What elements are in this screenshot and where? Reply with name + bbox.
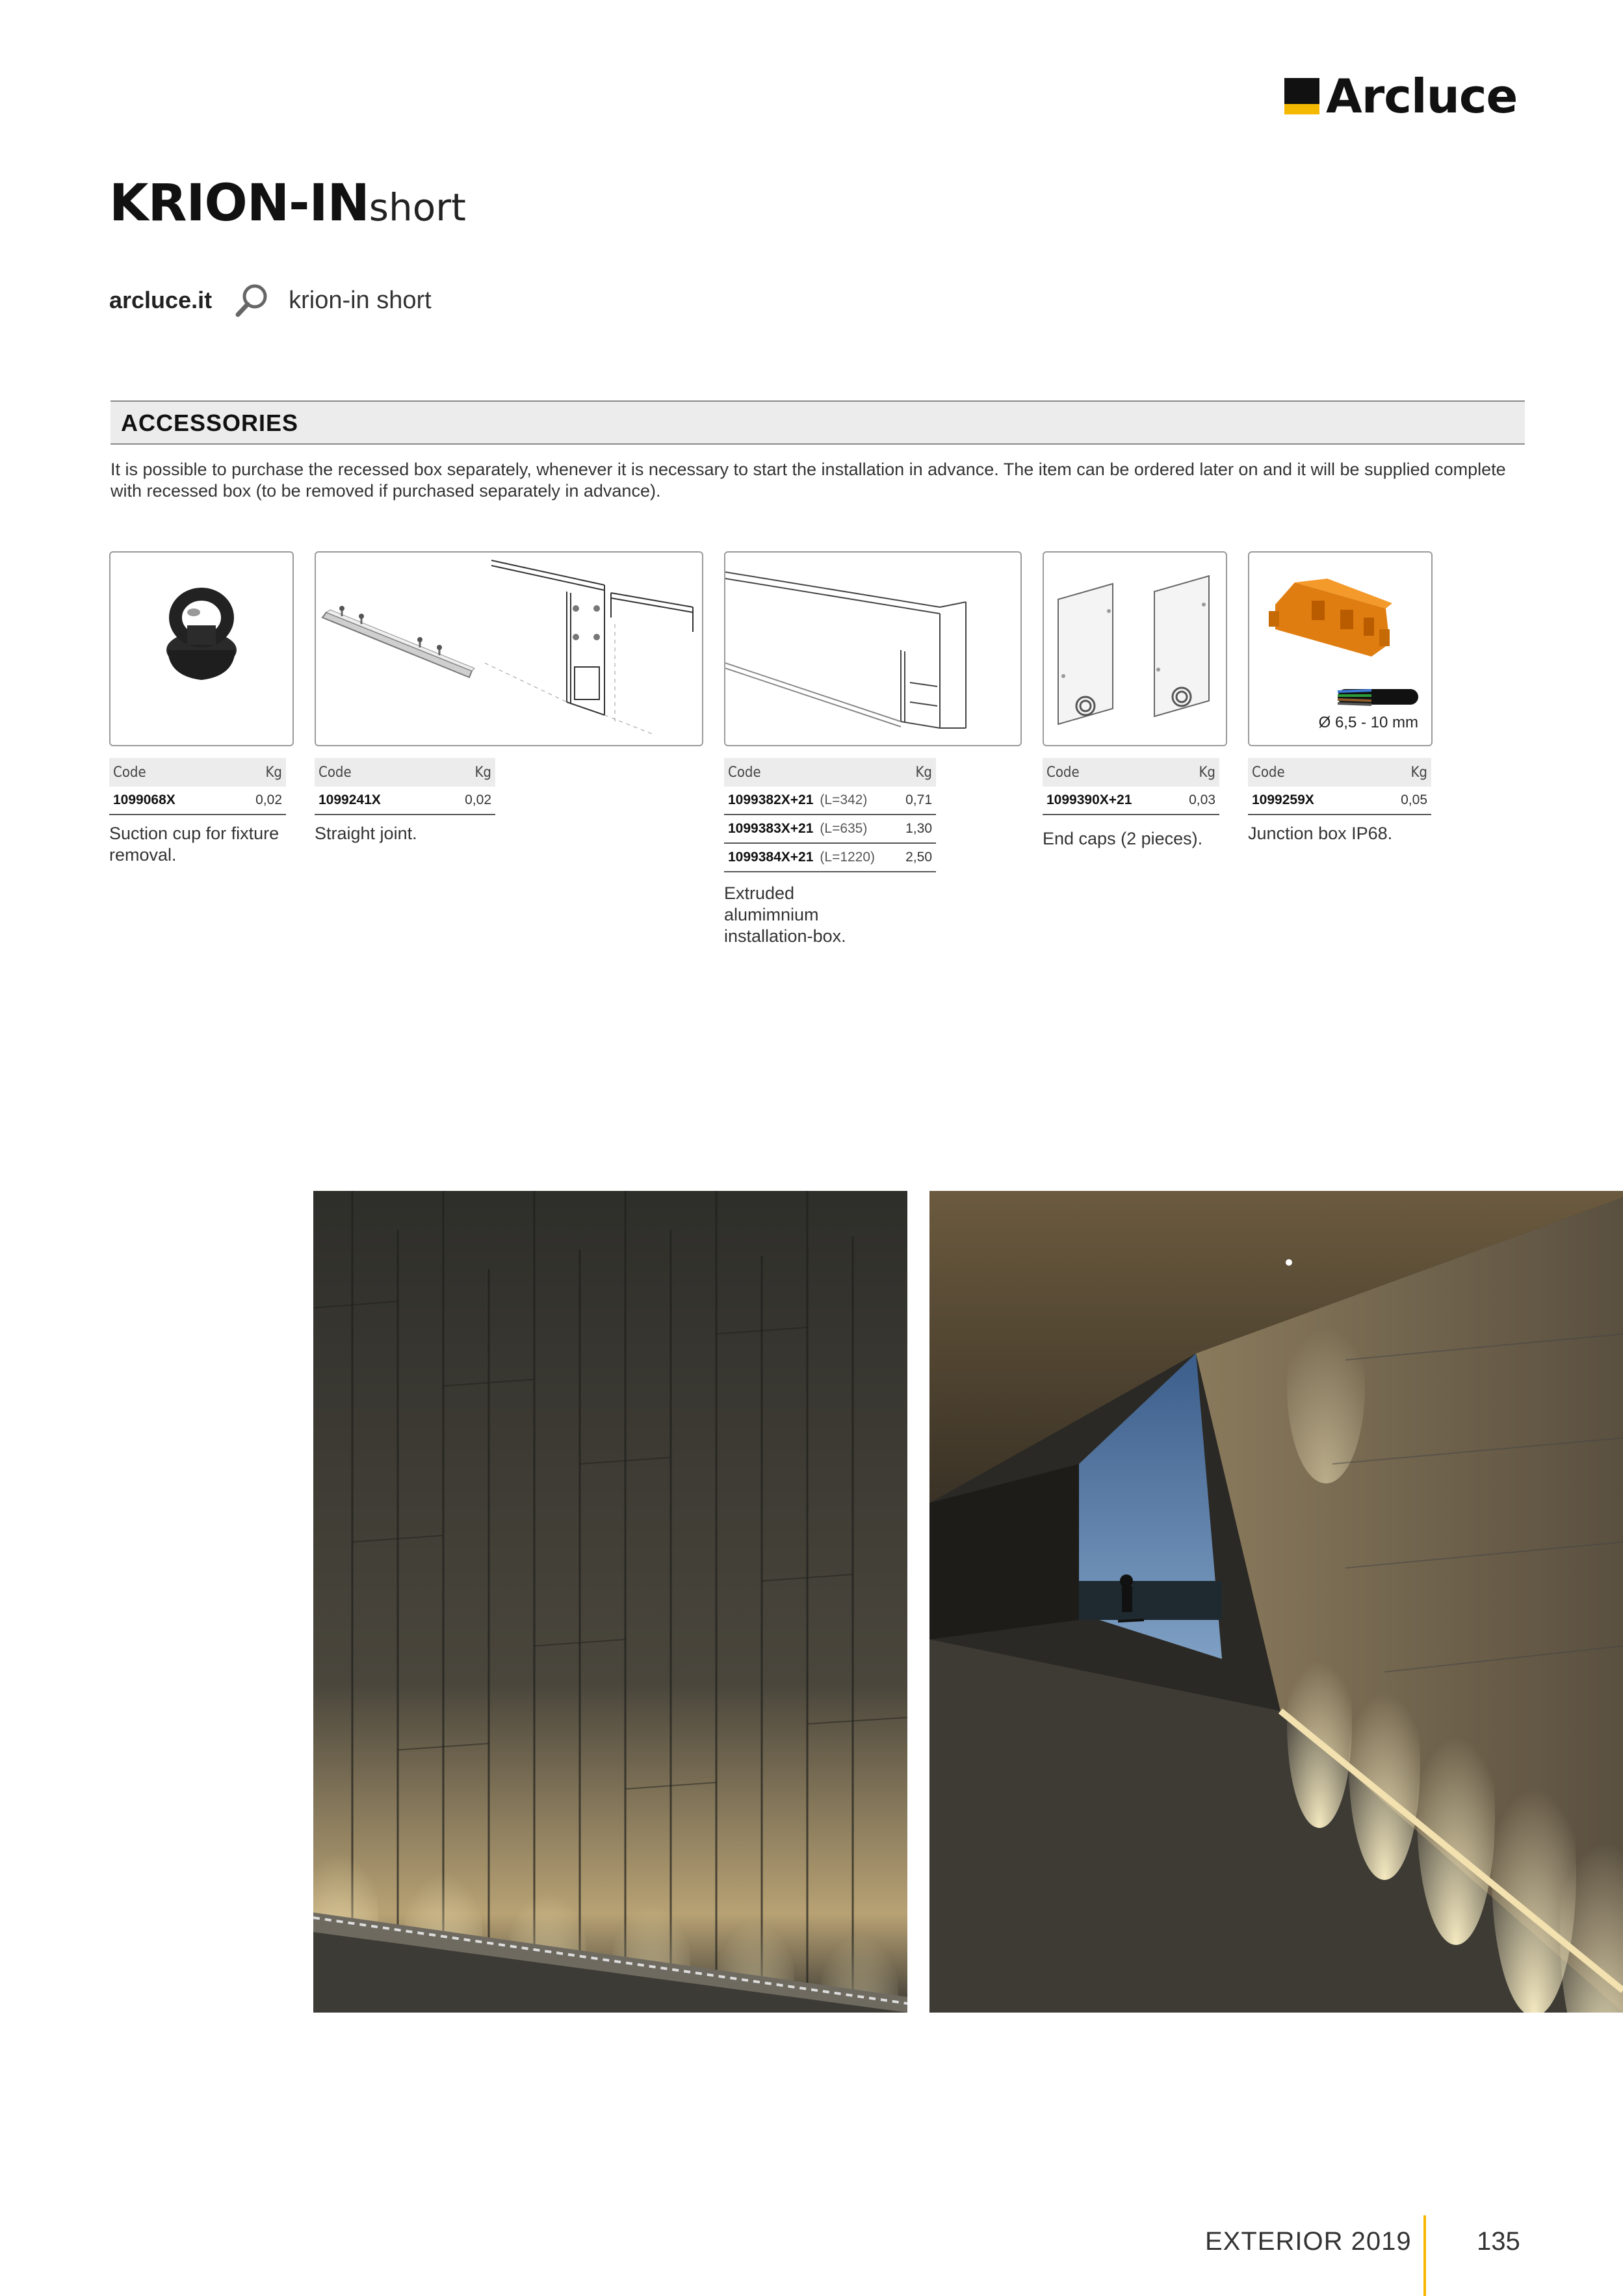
application-photo-wall xyxy=(313,1191,907,2013)
col-code: Code xyxy=(1252,764,1285,781)
table-row: 1099384X+21 (L=1220) 2,50 xyxy=(724,844,936,872)
description-installation-box: Extruded alumimnium installation-box. xyxy=(724,883,846,946)
page-number: 135 xyxy=(1477,2227,1520,2256)
table-straight-joint xyxy=(315,758,495,815)
col-code: Code xyxy=(113,764,146,781)
description-end-caps: End caps (2 pieces). xyxy=(1043,829,1203,848)
table-installation-box xyxy=(724,758,936,872)
product-image-end-caps xyxy=(1043,551,1227,746)
accessories-header xyxy=(110,400,1525,445)
col-kg: Kg xyxy=(1410,764,1427,781)
col-code: Code xyxy=(318,764,352,781)
table-end-caps xyxy=(1043,758,1219,815)
col-kg: Kg xyxy=(265,764,282,781)
col-code: Code xyxy=(1046,764,1080,781)
product-image-straight-joint xyxy=(315,551,703,746)
section-title: ACCESSORIES xyxy=(121,410,299,436)
product-image-installation-box xyxy=(724,551,1022,746)
search-query: krion-in short xyxy=(289,286,432,314)
title-main: KRION-IN xyxy=(109,174,369,233)
table-row: 1099068X 0,02 xyxy=(109,787,286,815)
footer-section: EXTERIOR 2019 xyxy=(1205,2227,1412,2256)
table-junction-box xyxy=(1248,758,1431,815)
table-row: 1099382X+21 (L=342) 0,71 xyxy=(724,787,936,815)
table-row: 1099259X 0,05 xyxy=(1248,787,1431,815)
page-title xyxy=(109,174,466,246)
description-junction-box: Junction box IP68. xyxy=(1248,824,1393,843)
logo-mark-icon xyxy=(1284,78,1319,114)
accessories-intro: It is possible to purchase the recessed box separately, whenever it is necessary to start the installation in advance. The item can be ordered later on and it will be supplied complete with recessed box (to be removed if purchased separately in advance). xyxy=(110,460,1506,501)
table-row: 1099390X+21 0,03 xyxy=(1043,787,1219,815)
application-photo-underpass xyxy=(929,1191,1623,2013)
col-code: Code xyxy=(728,764,761,781)
col-kg: Kg xyxy=(474,764,491,781)
brand-name: Arcluce xyxy=(1326,69,1518,124)
product-image-junction-box xyxy=(1248,551,1433,746)
table-suction-cup xyxy=(109,758,286,815)
brand-logo xyxy=(1284,69,1518,124)
description-straight-joint: Straight joint. xyxy=(315,824,417,843)
search-icon xyxy=(234,282,270,319)
product-image-suction-cup xyxy=(109,551,294,746)
search-reference xyxy=(109,281,432,320)
site-link[interactable]: arcluce.it xyxy=(109,287,213,313)
table-row: 1099241X 0,02 xyxy=(315,787,495,815)
table-row: 1099383X+21 (L=635) 1,30 xyxy=(724,815,936,844)
cable-diameter-label: Ø 6,5 - 10 mm xyxy=(1318,714,1418,731)
col-kg: Kg xyxy=(1199,764,1215,781)
title-sub: short xyxy=(369,185,466,229)
description-suction-cup: Suction cup for fixture removal. xyxy=(109,824,279,865)
col-kg: Kg xyxy=(915,764,932,781)
footer-divider xyxy=(1423,2215,1426,2296)
